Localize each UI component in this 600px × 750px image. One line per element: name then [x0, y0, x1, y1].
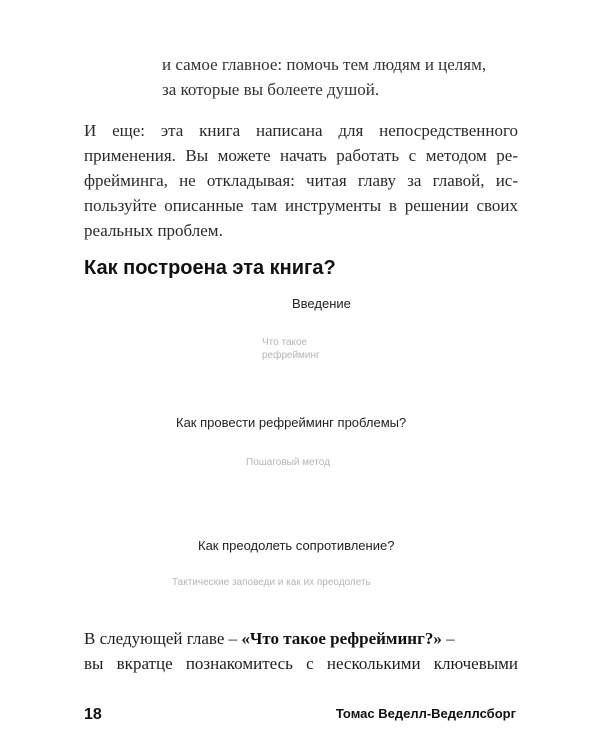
text-line: фрейминга, не откладывая: читая главу за главой, ис-: [84, 171, 518, 190]
text-line: за которые вы болеете душой.: [162, 80, 380, 99]
diagram-what-is-reframing: [262, 336, 320, 362]
diagram-introduction: Введение: [292, 296, 351, 311]
section-heading: Как построена эта книга?: [84, 257, 336, 279]
text-line: и самое главное: помочь тем людям и целям,: [162, 55, 487, 74]
chapter-title: «Что такое рефрейминг?»: [241, 629, 442, 648]
text-line: применения. Вы можете начать работать с методом ре-: [84, 146, 518, 165]
diagram-label-line: Что такое: [262, 337, 308, 348]
text-line: [84, 626, 518, 651]
text-line: пользуйте описанные там инструменты в решении своих: [84, 196, 518, 215]
text-line: И еще: эта книга написана для непосредственного: [84, 121, 518, 140]
text-segment: В следующей главе –: [84, 629, 242, 648]
paragraph-application: [84, 118, 518, 243]
diagram-how-to-reframe: Как провести рефрейминг проблемы?: [176, 415, 407, 430]
paragraph-intro-end: [162, 52, 517, 102]
diagram-overcome-resistance: Как преодолеть сопротивление?: [198, 538, 395, 553]
diagram-tactics: Тактические заповеди и как их преодолеть: [172, 577, 371, 588]
text-line: реальных проблем.: [84, 221, 223, 240]
author-name: Томас Веделл-Веделлсборг: [335, 706, 516, 721]
text-segment: –: [441, 629, 455, 648]
diagram-step-by-step: Пошаговый метод: [246, 457, 330, 468]
page-number: 18: [84, 706, 102, 723]
paragraph-next-chapter: [84, 626, 518, 676]
diagram-label-line: рефрейминг: [262, 350, 320, 361]
text-line: вы вкратце познакомитесь с несколькими ключевыми: [84, 654, 518, 673]
